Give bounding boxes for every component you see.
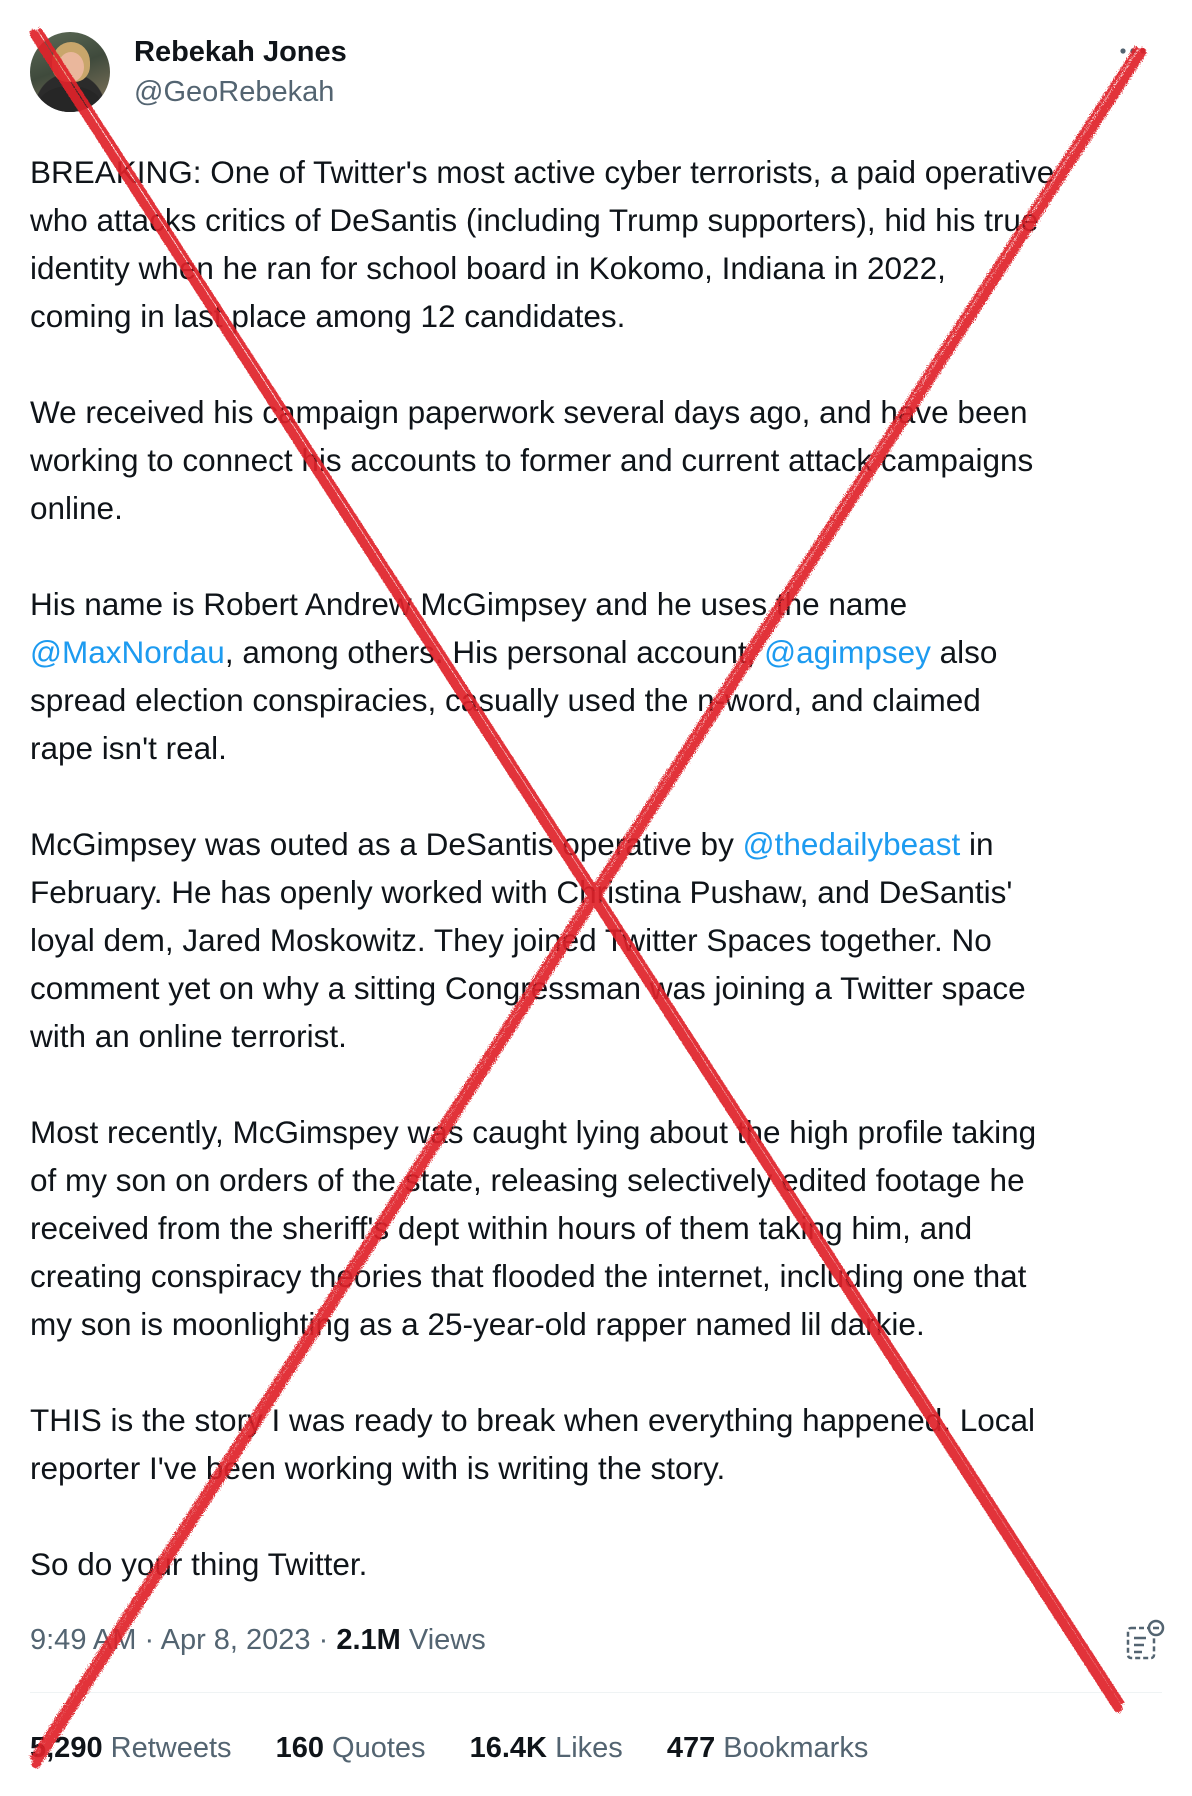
tweet-line bbox=[30, 1156, 1180, 1204]
tweet-text-segment: spread election conspiracies, casually used the n-word, and claimed bbox=[30, 682, 981, 718]
tweet-text-segment: February. He has openly worked with Christina Pushaw, and DeSantis' bbox=[30, 874, 1013, 910]
tweet-meta bbox=[30, 1620, 486, 1660]
meta-separator-2: · bbox=[318, 1624, 329, 1656]
stat-retweets-label: Retweets bbox=[110, 1732, 232, 1764]
analytics-icon[interactable] bbox=[1124, 1618, 1166, 1664]
tweet-text-segment: THIS is the story I was ready to break when everything happened. Local bbox=[30, 1402, 1036, 1438]
tweet-text-segment: Most recently, McGimspey was caught lying about the high profile taking bbox=[30, 1114, 1037, 1150]
stat-bookmarks[interactable] bbox=[667, 1728, 869, 1768]
tweet-time[interactable]: 9:49 AM bbox=[30, 1624, 137, 1656]
tweet-text-segment: McGimpsey was outed as a DeSantis operative by bbox=[30, 826, 743, 862]
tweet-text-segment: We received his campaign paperwork several days ago, and have been bbox=[30, 394, 1028, 430]
avatar-shoulders bbox=[38, 86, 102, 112]
tweet-text bbox=[30, 148, 1180, 1588]
stat-retweets-count: 5,290 bbox=[30, 1732, 103, 1764]
author-handle[interactable]: @GeoRebekah bbox=[134, 76, 335, 108]
tweet-line bbox=[30, 964, 1180, 1012]
tweet-paragraph bbox=[30, 820, 1180, 1060]
tweet-line bbox=[30, 1540, 1180, 1588]
mention-link[interactable]: @agimpsey bbox=[764, 634, 931, 670]
tweet-paragraph bbox=[30, 1396, 1180, 1492]
tweet-text-segment: coming in last place among 12 candidates. bbox=[30, 298, 626, 334]
tweet-line bbox=[30, 628, 1180, 676]
avatar-face bbox=[58, 52, 84, 82]
tweet-line bbox=[30, 148, 1180, 196]
tweet-line bbox=[30, 292, 1180, 340]
tweet-text-segment: loyal dem, Jared Moskowitz. They joined Twitter Spaces together. No bbox=[30, 922, 992, 958]
tweet-line bbox=[30, 196, 1180, 244]
tweet-line bbox=[30, 724, 1180, 772]
tweet-paragraph bbox=[30, 580, 1180, 772]
views-count: 2.1M bbox=[336, 1624, 401, 1656]
stat-quotes-count: 160 bbox=[275, 1732, 324, 1764]
analytics-svg bbox=[1124, 1618, 1166, 1664]
tweet-line bbox=[30, 676, 1180, 724]
tweet-text-segment: BREAKING: One of Twitter's most active cyber terrorists, a paid operative bbox=[30, 154, 1055, 190]
stat-bookmarks-label: Bookmarks bbox=[723, 1732, 869, 1764]
tweet-line bbox=[30, 484, 1180, 532]
tweet-line bbox=[30, 1396, 1180, 1444]
tweet-line bbox=[30, 868, 1180, 916]
avatar[interactable] bbox=[30, 32, 110, 112]
stat-likes-count: 16.4K bbox=[469, 1732, 547, 1764]
tweet-paragraph bbox=[30, 1540, 1180, 1588]
tweet-line bbox=[30, 244, 1180, 292]
tweet-text-segment: in bbox=[960, 826, 994, 862]
author-name[interactable]: Rebekah Jones bbox=[134, 36, 347, 68]
tweet-text-segment: received from the sheriff's dept within hours of them taking him, and bbox=[30, 1210, 973, 1246]
tweet-line bbox=[30, 916, 1180, 964]
stat-likes-label: Likes bbox=[555, 1732, 623, 1764]
tweet-text-segment: of my son on orders of the state, releasing selectively edited footage he bbox=[30, 1162, 1025, 1198]
tweet-line bbox=[30, 1012, 1180, 1060]
meta-separator: · bbox=[144, 1624, 155, 1656]
tweet-date[interactable]: Apr 8, 2023 bbox=[160, 1624, 311, 1656]
tweet-line bbox=[30, 820, 1180, 868]
tweet-line bbox=[30, 1444, 1180, 1492]
more-icon[interactable] bbox=[1108, 36, 1158, 72]
tweet-text-segment: comment yet on why a sitting Congressman was joining a Twitter space bbox=[30, 970, 1026, 1006]
tweet-text-segment: creating conspiracy theories that flooded the internet, including one that bbox=[30, 1258, 1027, 1294]
tweet-line bbox=[30, 436, 1180, 484]
tweet-line bbox=[30, 388, 1180, 436]
stat-quotes[interactable] bbox=[276, 1728, 426, 1768]
tweet-paragraph bbox=[30, 148, 1180, 340]
mention-link[interactable]: @thedailybeast bbox=[742, 826, 961, 862]
stat-bookmarks-count: 477 bbox=[666, 1732, 716, 1764]
tweet-line bbox=[30, 1204, 1180, 1252]
tweet-text-segment: online. bbox=[30, 490, 123, 526]
tweet-text-segment: reporter I've been working with is writing the story. bbox=[30, 1450, 726, 1486]
tweet-line bbox=[30, 1252, 1180, 1300]
divider bbox=[30, 1692, 1162, 1693]
tweet-text-segment: working to connect his accounts to former and current attack campaigns bbox=[30, 442, 1034, 478]
tweet-line bbox=[30, 1108, 1180, 1156]
tweet-text-segment: who attacks critics of DeSantis (including Trump supporters), hid his true bbox=[30, 202, 1039, 238]
tweet-line bbox=[30, 580, 1180, 628]
tweet-text-segment: rape isn't real. bbox=[30, 730, 227, 766]
mention-link[interactable]: @MaxNordau bbox=[30, 634, 225, 670]
tweet-paragraph bbox=[30, 388, 1180, 532]
stat-quotes-label: Quotes bbox=[332, 1732, 426, 1764]
tweet-text-segment: , among others. His personal account, bbox=[224, 634, 765, 670]
tweet-paragraph bbox=[30, 1108, 1180, 1348]
stat-retweets[interactable] bbox=[30, 1728, 232, 1768]
tweet-text-segment: also bbox=[930, 634, 998, 670]
tweet-text-segment: His name is Robert Andrew McGimpsey and he uses the name bbox=[30, 586, 908, 622]
more-dots bbox=[1113, 36, 1153, 66]
stat-likes[interactable] bbox=[470, 1728, 623, 1768]
tweet-line bbox=[30, 1300, 1180, 1348]
tweet-text-segment: my son is moonlighting as a 25-year-old rapper named lil darkie. bbox=[30, 1306, 925, 1342]
tweet-text-segment: identity when he ran for school board in Kokomo, Indiana in 2022, bbox=[30, 250, 946, 286]
tweet-text-segment: with an online terrorist. bbox=[30, 1018, 347, 1054]
engagement-stats bbox=[30, 1728, 904, 1768]
views-label: Views bbox=[408, 1624, 486, 1656]
tweet-text-segment: So do your thing Twitter. bbox=[30, 1546, 368, 1582]
